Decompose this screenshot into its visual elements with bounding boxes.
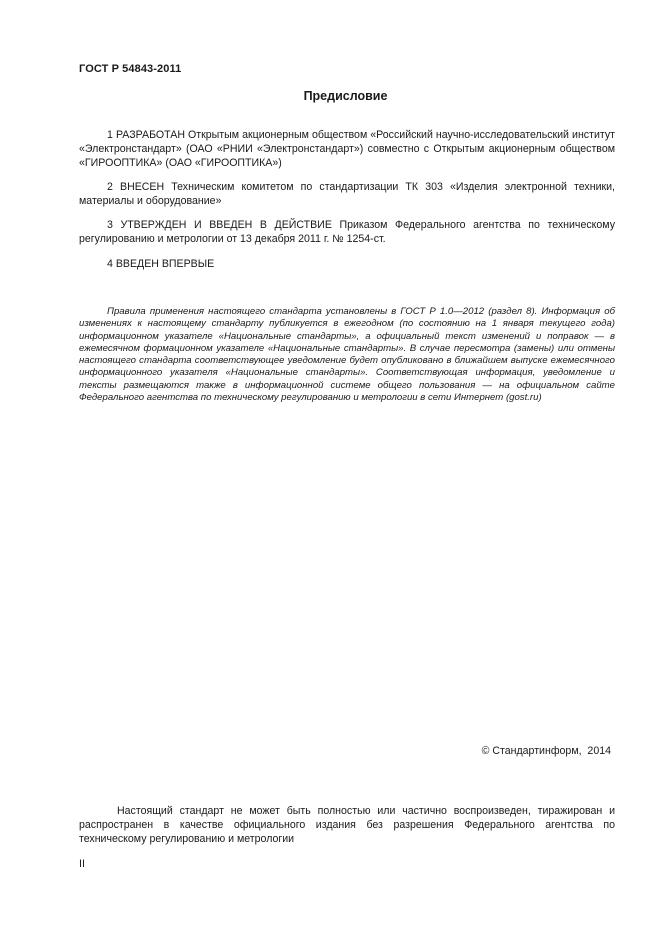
application-rules-notice [79,306,615,404]
copyright-line [482,745,611,757]
foreword-item-4 [79,257,615,271]
foreword-item-1 [79,128,615,170]
document-code-header: ГОСТ Р 54843-2011 [79,63,182,75]
foreword-item-2 [79,180,615,208]
foreword-item-2-text: 2 ВНЕСЕН Техническим комитетом по стандартизации ТК 303 «Изделия электронной техники, материалы и оборудование» [79,181,615,207]
reproduction-notice [79,804,615,846]
foreword-item-1-text: 1 РАЗРАБОТАН Открытым акционерным обществом «Российский научно-исследовательский институт «Электронстандарт» (ОАО «РНИИ «Электронстандарт») совместно с Открытым акционерным обществом «ГИРООПТИКА» (ОАО «ГИРООПТИКА») [79,129,615,169]
foreword-item-3 [79,218,615,246]
reproduction-notice-text: Настоящий стандарт не может быть полностью или частично воспроизведен, тиражирован и распространен в качестве официального издания без разрешения Федерального агентства по техническому регулированию и метрологии [79,805,615,845]
foreword-item-3-text: 3 УТВЕРЖДЕН И ВВЕДЕН В ДЕЙСТВИЕ Приказом Федерального агентства по техническому регулированию и метрологии от 13 декабря 2011 г. № 1254-ст. [79,219,615,245]
application-rules-notice-text: Правила применения настоящего стандарта установлены в ГОСТ Р 1.0—2012 (раздел 8). Информация об изменениях к настоящему стандарту публикуется в ежегодном (по состоянию на 1 января текущего года) информационном указателе «Национальные стандарты», а официальный текст изменений и поправок — в ежемесячном формационном указателе «Национальные стандарты». В случае пересмотра (замены) или отмены настоящего стандарта соответствующее уведомление будет опубликовано в ближайшем выпуске ежемесячного информационного указателя «Национальные стандарты». Соответствующая информация, уведомление и тексты размещаются также в информационной системе общего пользования — на официальном сайте Федерального агентства по техническому регулированию и метрологии в сети Интернет (gost.ru) [79,306,615,404]
foreword-title: Предисловие [303,89,388,103]
copyright-text: © Стандартинформ, 2014 [481,745,611,757]
foreword-item-4-text: 4 ВВЕДЕН ВПЕРВЫЕ [107,258,215,270]
page-number: II [79,858,85,870]
